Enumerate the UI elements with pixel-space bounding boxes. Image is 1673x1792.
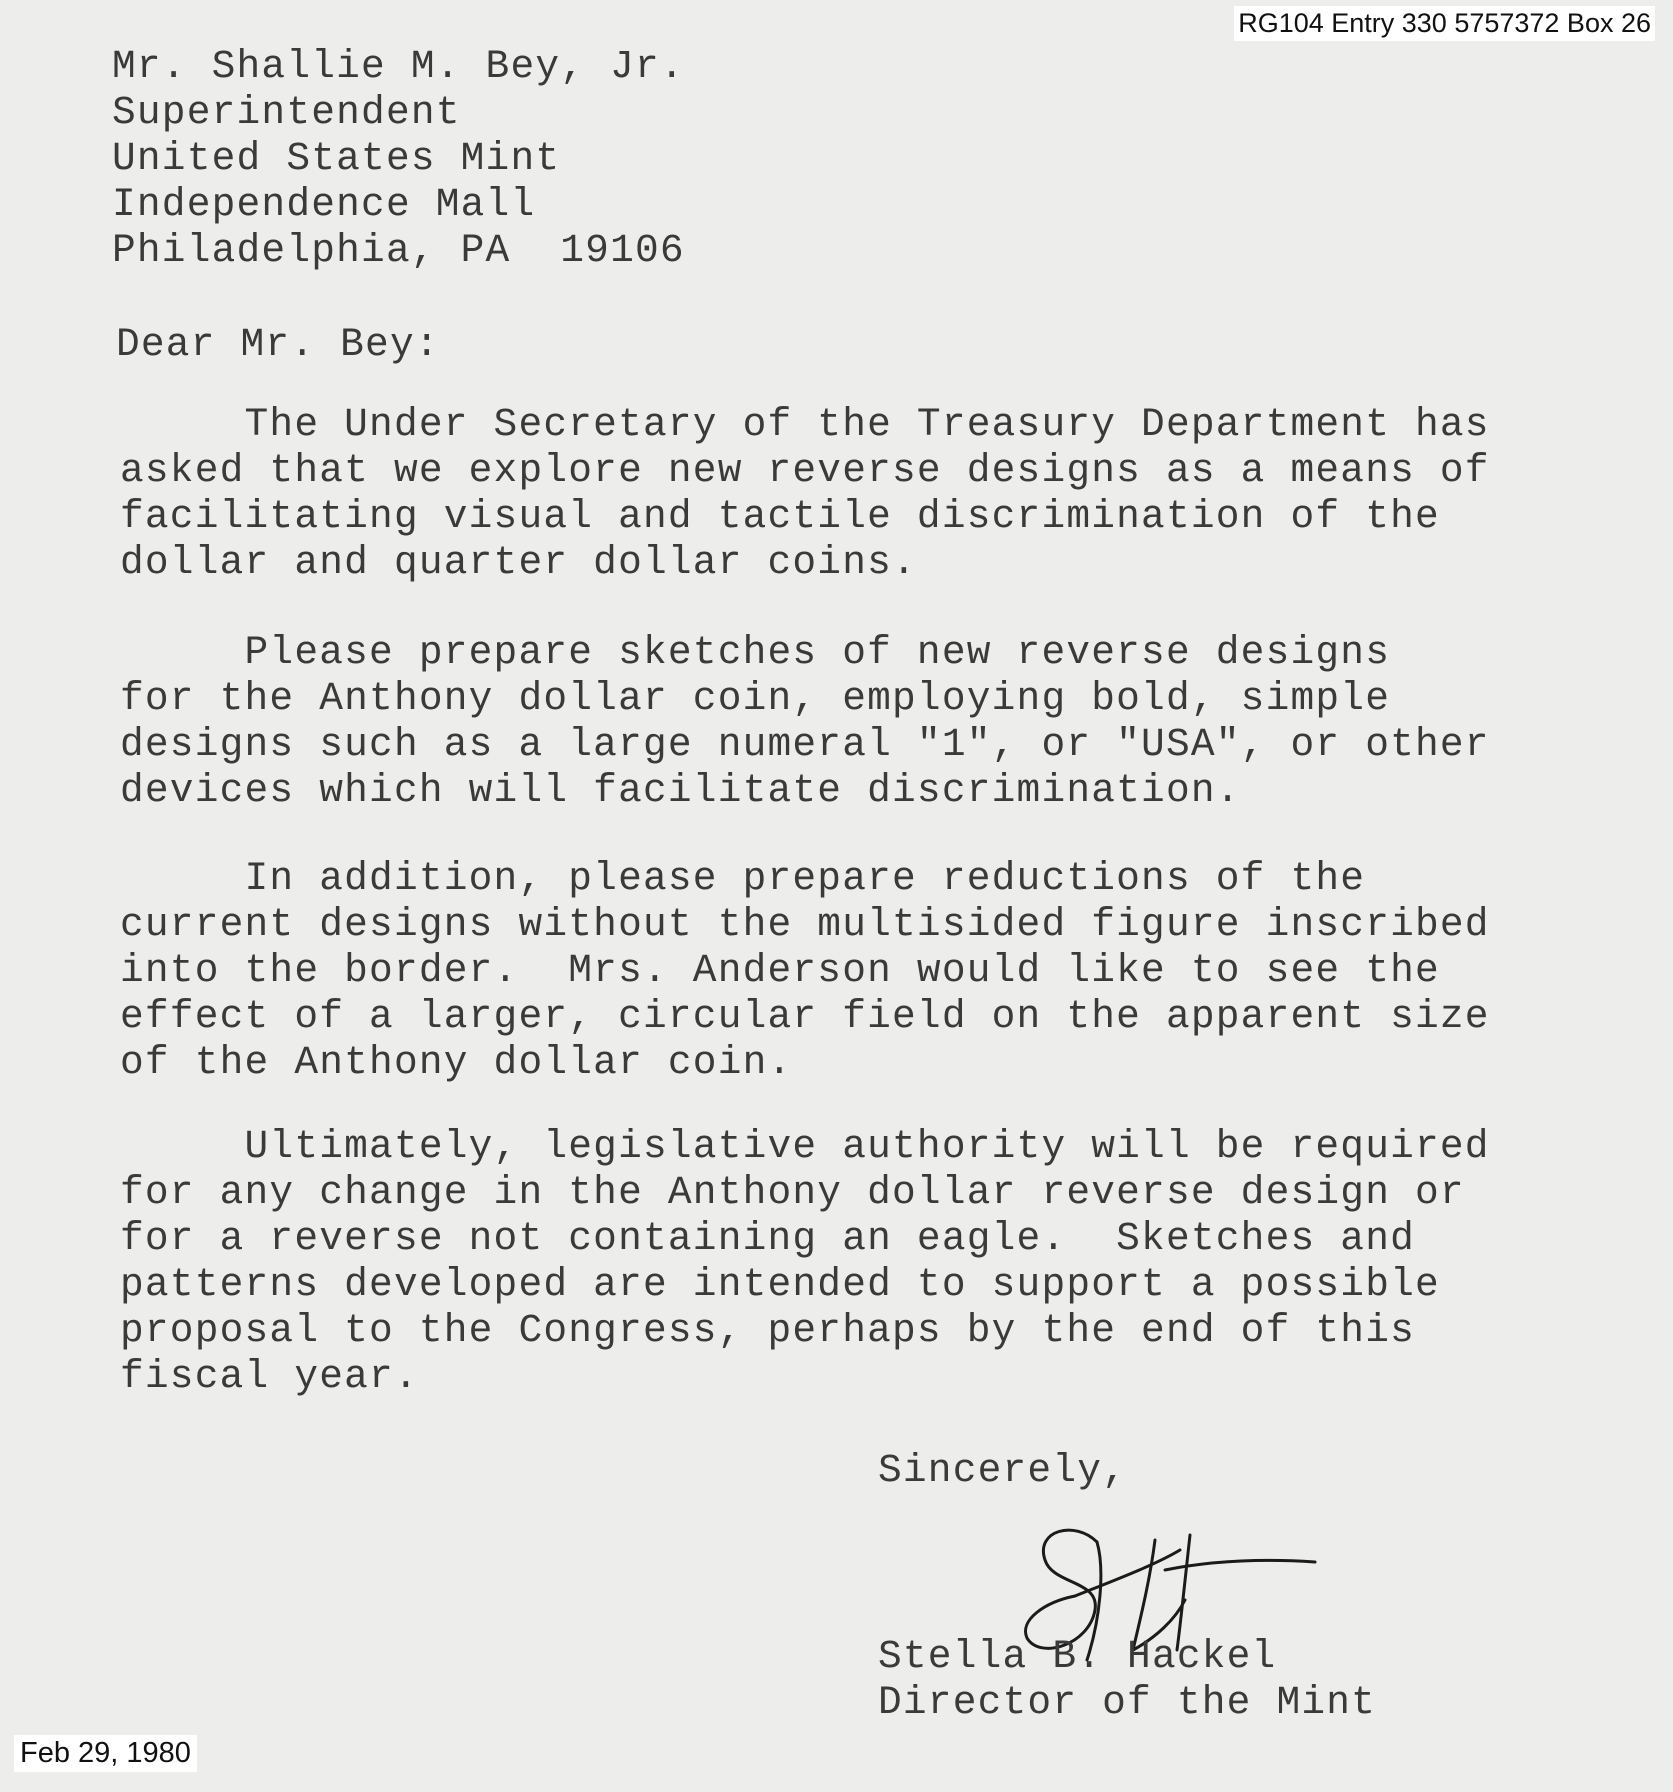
archive-reference-label: RG104 Entry 330 5757372 Box 26: [1234, 6, 1655, 41]
archive-date-label: Feb 29, 1980: [14, 1735, 197, 1772]
address-line-city: Philadelphia, PA 19106: [112, 228, 685, 273]
paragraph-line: fiscal year.: [120, 1354, 419, 1399]
paragraph-line: devices which will facilitate discrimination.: [120, 768, 1241, 813]
paragraph-line: facilitating visual and tactile discrimination of the: [120, 494, 1440, 539]
paragraph-line: current designs without the multisided figure inscribed: [120, 902, 1490, 947]
signer-title: Director of the Mint: [878, 1680, 1377, 1725]
paragraph-line: for the Anthony dollar coin, employing bold, simple: [120, 676, 1391, 721]
paragraph-line: effect of a larger, circular field on the apparent size: [120, 994, 1490, 1039]
paragraph-line: of the Anthony dollar coin.: [120, 1040, 793, 1085]
paragraph-line: for any change in the Anthony dollar reverse design or: [120, 1170, 1465, 1215]
paragraph-line: into the border. Mrs. Anderson would like to see the: [120, 948, 1440, 993]
paragraph-line: dollar and quarter dollar coins.: [120, 540, 917, 585]
signature-block: [878, 1634, 1376, 1726]
signer-name: Stella B. Hackel: [878, 1634, 1277, 1679]
body-paragraph-3: [120, 856, 1490, 1086]
paragraph-line: The Under Secretary of the Treasury Department has: [120, 402, 1490, 447]
paragraph-line: Ultimately, legislative authority will be required: [120, 1124, 1490, 1169]
body-paragraph-1: [120, 402, 1490, 586]
paragraph-line: patterns developed are intended to support a possible: [120, 1262, 1440, 1307]
paragraph-line: Please prepare sketches of new reverse designs: [120, 630, 1391, 675]
address-line-street: Independence Mall: [112, 182, 536, 227]
paragraph-line: In addition, please prepare reductions of the: [120, 856, 1366, 901]
body-paragraph-2: [120, 630, 1490, 814]
body-paragraph-4: [120, 1124, 1490, 1400]
recipient-address: [112, 44, 685, 274]
paragraph-line: designs such as a large numeral "1", or "USA", or other: [120, 722, 1490, 767]
address-line-name: Mr. Shallie M. Bey, Jr.: [112, 44, 685, 89]
paragraph-line: for a reverse not containing an eagle. Sketches and: [120, 1216, 1416, 1261]
salutation: Dear Mr. Bey:: [116, 322, 440, 367]
paragraph-line: asked that we explore new reverse designs as a means of: [120, 448, 1490, 493]
closing: Sincerely,: [878, 1448, 1128, 1493]
address-line-organization: United States Mint: [112, 136, 561, 181]
address-line-title: Superintendent: [112, 90, 461, 135]
paragraph-line: proposal to the Congress, perhaps by the end of this: [120, 1308, 1416, 1353]
